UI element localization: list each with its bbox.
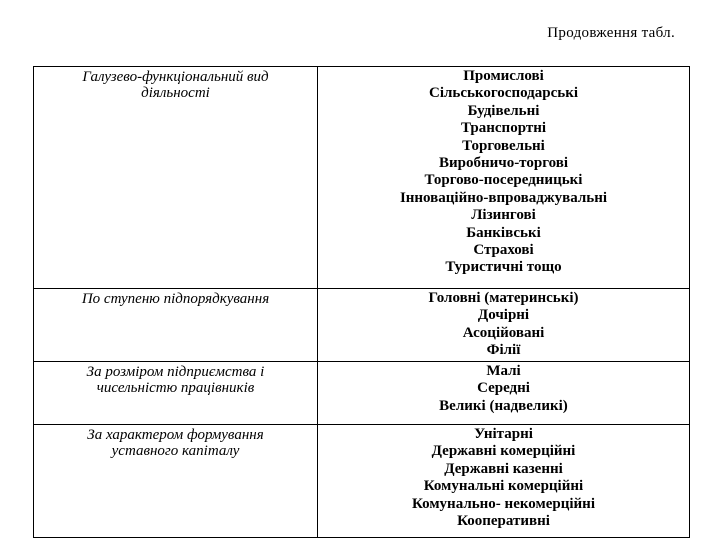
value-item: Торгово-посередницькі	[424, 172, 583, 189]
value-item: Банківські	[466, 224, 541, 241]
value-item: Торговельні	[462, 137, 545, 154]
criterion-line: уставного капіталу	[111, 443, 240, 459]
criterion-cell	[34, 425, 318, 538]
value-item: Виробничо-торгові	[438, 155, 569, 172]
value-item: Середні	[477, 380, 530, 397]
value-item: Транспортні	[460, 120, 547, 137]
value-item: Лізингові	[471, 207, 536, 224]
table-continuation-caption: Продовження табл.	[547, 25, 675, 41]
table-row	[34, 362, 690, 425]
value-item: Страхові	[473, 242, 534, 259]
criterion-line: За характером формування	[87, 427, 264, 443]
value-item: Унітарні	[474, 426, 533, 442]
value-item: Туристичні тощо	[445, 259, 562, 276]
value-item: Комунально- некомерційні	[411, 495, 595, 512]
criterion-cell	[34, 67, 318, 289]
value-item: Філії	[486, 342, 521, 359]
table-row	[34, 67, 690, 289]
value-item: Державні казенні	[444, 460, 563, 477]
criterion-line: діяльності	[141, 85, 210, 101]
value-item: Великі (надвеликі)	[439, 397, 568, 414]
table-row	[34, 425, 690, 538]
values-cell	[318, 362, 690, 425]
criterion-line: По ступеню підпорядкування	[81, 291, 270, 307]
value-item: Сільськогосподарські	[428, 85, 579, 102]
values-cell	[318, 425, 690, 538]
value-item: Малі	[486, 363, 521, 379]
criterion-line: Галузево-функціональний вид	[82, 69, 269, 85]
values-cell	[318, 67, 690, 289]
values-cell	[318, 289, 690, 362]
value-item: Інноваційно-впроваджувальні	[399, 189, 608, 206]
value-item: Кооперативні	[457, 513, 550, 530]
value-item: Промислові	[463, 68, 544, 84]
criterion-cell	[34, 362, 318, 425]
criterion-line: чисельністю працівників	[96, 380, 255, 396]
table-row	[34, 289, 690, 362]
value-item: Асоційовані	[462, 324, 545, 341]
value-item: Державні комерційні	[431, 443, 576, 460]
criterion-line: За розміром підприємства і	[86, 364, 265, 380]
value-item: Головні (материнські)	[428, 290, 579, 306]
value-item: Будівельні	[467, 102, 540, 119]
value-item: Дочірні	[477, 307, 530, 324]
value-item: Комунальні комерційні	[423, 478, 584, 495]
classification-table	[33, 66, 690, 538]
criterion-cell	[34, 289, 318, 362]
